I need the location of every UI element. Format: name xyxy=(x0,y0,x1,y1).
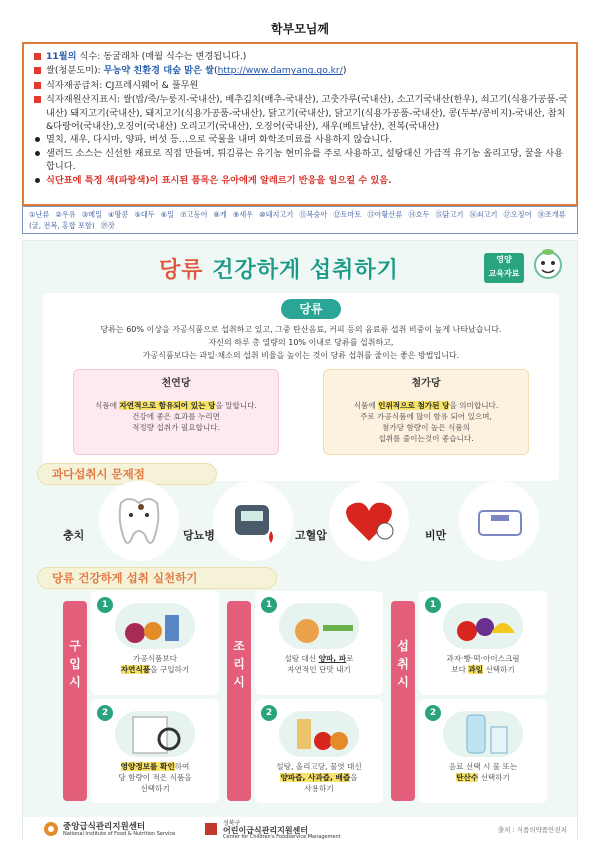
dot-bullet-icon xyxy=(35,151,40,156)
section-pill-sugar: 당류 xyxy=(281,299,341,319)
step-buy-2: 2 영양정보를 확인하여 당 함량이 적은 식품을 선택하기 xyxy=(91,699,219,803)
step-number-icon: 2 xyxy=(425,705,441,721)
step-number-icon: 1 xyxy=(97,597,113,613)
allergy-item: ⑲잣 xyxy=(100,221,115,230)
produce-and-snacks-icon xyxy=(115,603,195,649)
tooth-illustration xyxy=(99,481,179,561)
step-cook-2: 2 설탕, 올리고당, 물엿 대신 양파즙, 사과즙, 배즙을 사용하기 xyxy=(255,699,383,803)
notice-box xyxy=(22,42,578,206)
notice-line-rice: 쌀(청분도미): 무농약 친환경 대숲 맑은 쌀(http://www.damyang.go.kr/) xyxy=(32,64,568,78)
step-number-icon: 1 xyxy=(425,597,441,613)
heart-icon xyxy=(329,481,409,561)
education-badge: 영양 교육자료 xyxy=(484,253,524,283)
problem-label-cavity: 충치 xyxy=(63,529,85,542)
glucometer-icon xyxy=(213,481,293,561)
red-square-bullet-icon xyxy=(34,82,41,89)
problem-label-obesity: 비만 xyxy=(425,529,447,542)
practice-banner: 당류 건강하게 섭취 실천하기 xyxy=(37,567,277,589)
tooth-icon xyxy=(99,481,179,561)
step-number-icon: 1 xyxy=(261,597,277,613)
problem-label-hypertension: 고혈압 xyxy=(295,529,327,542)
problem-label-diabetes: 당뇨병 xyxy=(183,529,215,542)
scale-icon xyxy=(459,481,539,561)
nutrition-label-icon xyxy=(115,711,195,757)
column-label-text: 조 리 시 xyxy=(233,639,245,689)
column-label-text: 섭 취 시 xyxy=(397,639,409,689)
column-label-eat xyxy=(391,601,415,801)
notice-line-supplier: 식자재공급처: CJ프레시웨어 & 풀무원 xyxy=(32,79,568,93)
footer-org-main: 중앙급식관리지원센터 xyxy=(63,822,146,832)
step-eat-2: 2 음료 선택 시 물 또는 탄산수 선택하기 xyxy=(419,699,547,803)
sugar-description: 당류는 60% 이상을 가공식품으로 섭취하고 있고, 그중 탄산음료, 커피 등의 음료류 섭취 비중이 높게 나타났습니다. 자신의 하루 총 열량의 10% 이내로 당류를 섭취하고, 가공식품보다는 과일·채소의 섭취 비율을 높이는 것이 당류 섭취를 줄이는 좋은 방법입니다. xyxy=(100,325,502,360)
footer-source: 출처 : 식품의약품안전처 xyxy=(497,826,567,834)
footer-org-district: 어린이급식관리지원센터 xyxy=(223,826,309,835)
dot-bullet-icon xyxy=(35,178,40,183)
scale-illustration xyxy=(459,481,539,561)
allergy-item: ⑬아황산류 xyxy=(367,210,403,219)
mascot-icon xyxy=(528,247,568,287)
red-square-bullet-icon xyxy=(34,53,41,60)
red-square-bullet-icon xyxy=(34,96,41,103)
sugar-definition-section xyxy=(43,293,559,481)
allergy-item: ⑮닭고기 xyxy=(435,210,464,219)
allergy-item: ③메밀 xyxy=(81,210,103,219)
allergy-item: ⑥밀 xyxy=(160,210,175,219)
allergy-item: ⑰오징어 xyxy=(503,210,532,219)
allergy-item: ④땅콩 xyxy=(108,210,129,219)
water-bottle-icon xyxy=(443,711,523,757)
column-label-buy xyxy=(63,601,87,801)
nifs-logo-icon xyxy=(43,821,59,837)
allergy-item: ⑯쇠고기 xyxy=(469,210,498,219)
allergy-item: ⑧게 xyxy=(213,210,227,219)
step-cook-1: 1 설탕 대신 양파, 파로 자연적인 단맛 내기 xyxy=(255,591,383,695)
notice-line-origin: 식자재원산지표시: 쌀(밥/죽/누룽지-국내산), 배추김치(배추-국내산), 고춧가루(국내산), 소고기국내산(한우), 쇠고기(식용가공품-국내산) 돼지고기(국내산), 돼지고기(식용가공품-국내산), 닭고기(국내산), 닭고기(식용가공품-국내산), 콩(두부/콩비지)-국내산, 참치&다랑어(국내산),오징어(국내산) 오리고기(국내산), 오징어(국내산), 새우(베트남산), 전복(국내산) xyxy=(32,93,568,133)
natural-sugar-card: 천연당 식품에 자연적으로 함유되어 있는 당을 말합니다. 건강에 좋은 효과를 누리면 적정량 섭취가 필요합니다. xyxy=(73,369,279,455)
infographic-header xyxy=(23,241,577,289)
notice-line-water: 11월의 식수: 동굴래차 (매월 식수는 변경됩니다.) xyxy=(32,50,568,64)
notice-line-sauce: 샐러드 소스는 신선한 재료로 직접 만들며, 튀김류는 유기농 현미유를 주로 사용하고, 설탕대신 가급적 유기농 올리고당, 꿀을 사용합니다. xyxy=(32,147,568,174)
footer-org-main-en: National Institute of Food & Nutrition Service xyxy=(63,831,176,837)
problem-banner: 과다섭취시 문제점 xyxy=(37,463,217,485)
allergy-list xyxy=(22,206,578,234)
footer-district: 성북구 xyxy=(223,820,241,827)
infographic-footer xyxy=(23,817,577,841)
footer-org-district-en: Center for Children's Foodservice Management xyxy=(223,834,341,840)
allergy-item: ⑩돼지고기 xyxy=(259,210,294,219)
fruit-basket-icon xyxy=(443,603,523,649)
page-title: 학부모님께 xyxy=(271,22,329,36)
juice-and-fruit-icon xyxy=(279,711,359,757)
column-label-cook xyxy=(227,601,251,801)
allergy-item: ⑤대두 xyxy=(134,210,155,219)
allergy-item: ⑨새우 xyxy=(232,210,254,219)
step-buy-1: 1 가공식품보다 자연식품을 구입하기 xyxy=(91,591,219,695)
added-sugar-card: 첨가당 식품에 인위적으로 첨가된 당을 의미합니다. 주로 가공식품에 많이 함유 되어 있으며, 첨가당 함량이 높은 식품의 섭취를 줄이는것이 좋습니다. xyxy=(323,369,529,455)
step-number-icon: 2 xyxy=(97,705,113,721)
step-number-icon: 2 xyxy=(261,705,277,721)
red-square-bullet-icon xyxy=(34,67,41,74)
heart-illustration xyxy=(329,481,409,561)
allergy-item: ⑱조개류(굴, 전복, 홍합 포함) xyxy=(29,210,566,230)
step-eat-1: 1 과자·빵·떡·아이스크림 보다 과일 선택하기 xyxy=(419,591,547,695)
allergy-item: ⑪복숭아 xyxy=(299,210,328,219)
allergy-item: ⑫토마토 xyxy=(333,210,362,219)
column-label-text: 구 입 시 xyxy=(69,639,81,689)
notice-line-broth: 멸치, 새우, 다시마, 양파, 버섯 등…으로 국물을 내며 화학조미료를 사용하지 않습니다. xyxy=(32,133,568,146)
allergy-item: ①난류 xyxy=(29,210,50,219)
infographic-title: 당류 건강하게 섭취하기 xyxy=(159,258,399,283)
seongbuk-logo-icon xyxy=(203,821,219,837)
allergy-item: ②우유 xyxy=(55,210,76,219)
allergy-item: ⑦고등어 xyxy=(180,210,208,219)
dot-bullet-icon xyxy=(35,137,40,142)
onion-and-scallion-icon xyxy=(279,603,359,649)
sugar-infographic xyxy=(22,240,578,840)
glucometer-illustration xyxy=(213,481,293,561)
damyang-link[interactable]: http://www.damyang.go.kr/ xyxy=(217,65,343,77)
notice-line-allergy-warning: 식단표에 특정 색(파랑색)이 표시된 품목은 유아에게 알레르기 반응을 일으킬 수 있음. xyxy=(32,174,568,187)
allergy-item: ⑭호두 xyxy=(408,210,430,219)
